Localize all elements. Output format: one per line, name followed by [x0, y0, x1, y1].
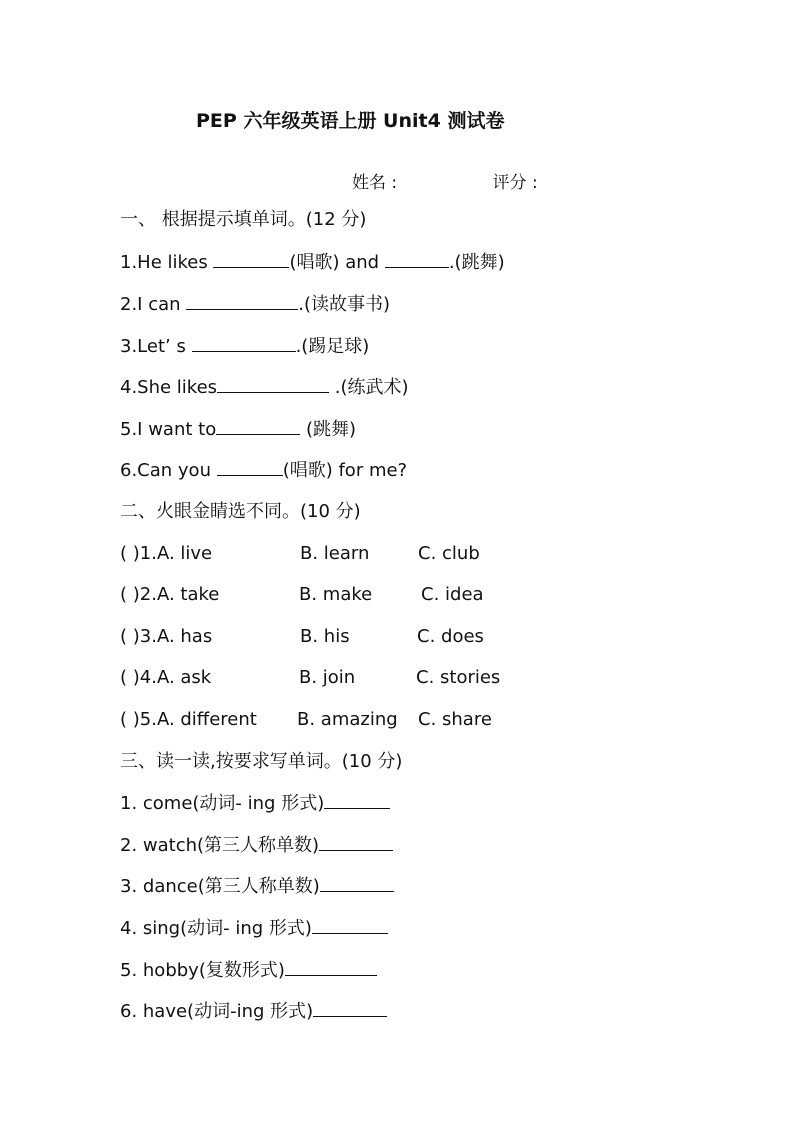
- section3-item-1: [120, 792, 390, 815]
- option-a: ( )3.A. has: [120, 626, 213, 647]
- section2-item-4: [120, 667, 560, 689]
- blank-line[interactable]: [385, 251, 449, 268]
- blank-line[interactable]: [285, 959, 377, 976]
- item-text: 3.Let’ s: [120, 336, 192, 357]
- item-text: .(练武术): [329, 377, 409, 398]
- option-c: C. stories: [416, 667, 501, 688]
- section3-item-4: [120, 917, 388, 940]
- item-text: (唱歌) and: [289, 252, 385, 273]
- section3-heading: 三、读一读,按要求写单词。(10 分): [120, 751, 403, 772]
- blank-line[interactable]: [217, 459, 283, 476]
- section2-item-2: [120, 584, 560, 606]
- item-text: 6.Can you: [120, 460, 217, 481]
- blank-line[interactable]: [324, 792, 390, 809]
- name-label: 姓名 :: [352, 173, 398, 193]
- item-text: .(跳舞): [448, 252, 505, 273]
- name-score-bar: [352, 168, 538, 193]
- blank-line[interactable]: [313, 1000, 387, 1017]
- option-c: C. club: [418, 543, 480, 564]
- page-title: PEP 六年级英语上册 Unit4 测试卷: [196, 110, 505, 132]
- option-a: ( )5.A. different: [120, 709, 257, 730]
- section1-heading: 一、 根据提示填单词。(12 分): [120, 209, 367, 230]
- blank-line[interactable]: [320, 875, 394, 892]
- section3-item-2: [120, 834, 393, 857]
- item-text: 5. hobby(复数形式): [120, 960, 285, 981]
- blank-line[interactable]: [312, 917, 388, 934]
- item-text: .(踢足球): [295, 336, 370, 357]
- option-c: C. idea: [421, 584, 484, 605]
- item-text: (唱歌) for me?: [282, 460, 408, 481]
- section3-item-5: [120, 959, 377, 982]
- section1-item-1: [120, 251, 505, 274]
- section2-item-3: [120, 626, 560, 648]
- section1-item-5: [120, 418, 356, 441]
- option-c: C. does: [417, 626, 484, 647]
- section2-item-1: [120, 543, 560, 565]
- item-text: 1. come(动词- ing 形式): [120, 793, 325, 814]
- item-text: 5.I want to: [120, 419, 217, 440]
- section1-item-2: [120, 293, 390, 316]
- item-text: .(读故事书): [298, 294, 391, 315]
- blank-line[interactable]: [186, 293, 298, 310]
- section3-item-6: [120, 1000, 387, 1023]
- option-b: B. learn: [300, 543, 370, 564]
- section1-item-6: [120, 459, 407, 482]
- section2-heading: 二、火眼金睛选不同。(10 分): [120, 501, 361, 522]
- section1-item-4: [120, 376, 409, 399]
- item-text: 4.She likes: [120, 377, 218, 398]
- option-b: B. make: [299, 584, 373, 605]
- item-text: (跳舞): [300, 419, 356, 440]
- item-text: 3. dance(第三人称单数): [120, 876, 320, 897]
- item-text: 4. sing(动词- ing 形式): [120, 918, 312, 939]
- blank-line[interactable]: [213, 251, 289, 268]
- option-a: ( )4.A. ask: [120, 667, 212, 688]
- option-b: B. amazing: [297, 709, 398, 730]
- section3-item-3: [120, 875, 394, 898]
- blank-line[interactable]: [216, 418, 300, 435]
- item-text: 1.He likes: [120, 252, 214, 273]
- item-text: 2. watch(第三人称单数): [120, 835, 320, 856]
- option-b: B. his: [300, 626, 350, 647]
- option-a: ( )1.A. live: [120, 543, 213, 564]
- item-text: 2.I can: [120, 294, 187, 315]
- option-a: ( )2.A. take: [120, 584, 220, 605]
- section1-item-3: [120, 335, 369, 358]
- option-b: B. join: [299, 667, 356, 688]
- blank-line[interactable]: [192, 335, 296, 352]
- section2-item-5: [120, 709, 560, 731]
- option-c: C. share: [418, 709, 492, 730]
- score-label: 评分 :: [492, 173, 538, 193]
- blank-line[interactable]: [319, 834, 393, 851]
- item-text: 6. have(动词-ing 形式): [120, 1001, 314, 1022]
- blank-line[interactable]: [217, 376, 329, 393]
